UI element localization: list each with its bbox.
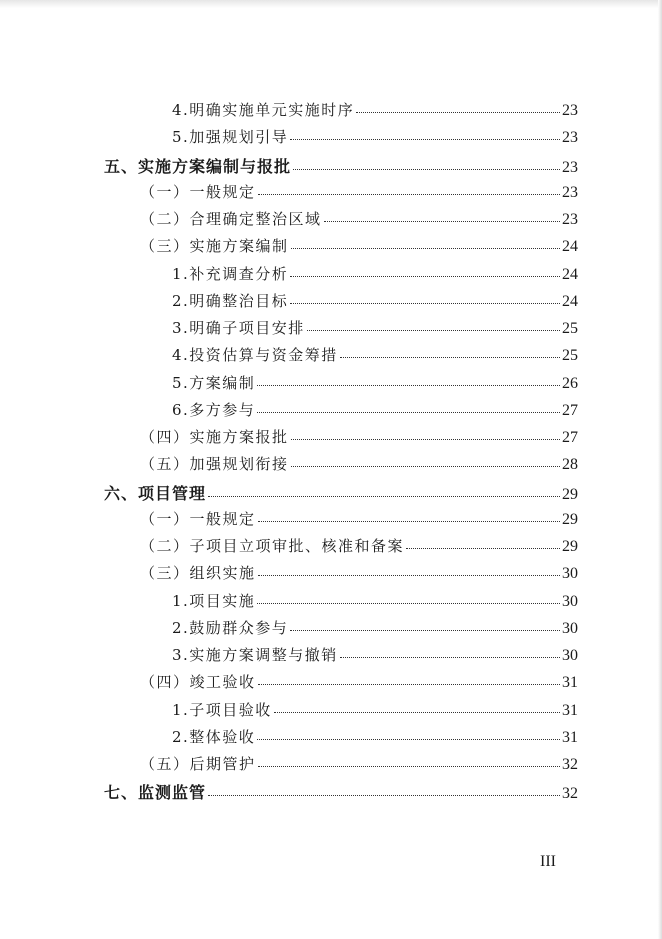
toc-entry-page-number: 29 [562, 510, 578, 528]
toc-entry-title: 2.鼓励群众参与 [172, 618, 289, 637]
toc-entry-page-number: 29 [562, 485, 578, 503]
toc-entry-title: （一）一般规定 [140, 509, 256, 528]
toc-entry[interactable] [104, 154, 578, 178]
toc-entry-page-number: 23 [562, 158, 578, 176]
toc-dot-leader [258, 683, 560, 685]
toc-entry-page-number: 27 [562, 401, 578, 419]
toc-entry-page-number: 30 [562, 592, 578, 610]
toc-entry-page-number: 25 [562, 320, 578, 337]
toc-entry-page-number: 30 [562, 619, 578, 637]
toc-dot-leader [291, 438, 560, 440]
toc-dot-leader [290, 275, 560, 277]
toc-dot-leader [340, 356, 560, 358]
toc-entry-title: 5.加强规划引导 [172, 128, 289, 147]
toc-dot-leader [293, 168, 560, 170]
toc-entry-page-number: 23 [562, 129, 578, 147]
toc-entry[interactable] [172, 126, 578, 150]
toc-entry-page-number: 29 [562, 538, 578, 555]
toc-entry-page-number: 24 [562, 265, 578, 283]
toc-entry[interactable] [140, 671, 578, 695]
toc-entry-page-number: 26 [562, 374, 578, 392]
toc-entry-page-number: 25 [562, 347, 578, 365]
toc-entry-page-number: 24 [562, 238, 578, 256]
toc-entry-title: （五）加强规划衔接 [140, 455, 289, 474]
toc-entry-page-number: 27 [562, 429, 578, 446]
toc-entry-title: 4.明确实施单元实施时序 [172, 101, 355, 119]
toc-dot-leader [257, 384, 560, 386]
toc-entry-page-number: 23 [562, 183, 578, 201]
toc-entry-title: （二）合理确定整治区域 [140, 210, 322, 228]
toc-entry[interactable] [172, 644, 578, 668]
toc-dot-leader [340, 656, 560, 658]
toc-entry-title: （四）实施方案报批 [140, 428, 289, 446]
toc-dot-leader [307, 329, 560, 331]
page-number: III [540, 853, 556, 870]
toc-entry-title: （一）一般规定 [140, 182, 256, 201]
toc-entry-title: （二）子项目立项审批、核准和备案 [140, 537, 405, 555]
toc-entry-title: 4.投资估算与资金筹措 [172, 346, 338, 365]
toc-entry-page-number: 28 [562, 456, 578, 474]
toc-dot-leader [406, 547, 560, 549]
toc-entry[interactable] [172, 263, 578, 287]
toc-dot-leader [258, 574, 560, 576]
toc-entry[interactable] [172, 344, 578, 368]
toc-entry[interactable] [172, 317, 578, 341]
toc-entry-page-number: 30 [562, 647, 578, 664]
toc-entry[interactable] [172, 726, 578, 750]
toc-entry-page-number: 31 [562, 701, 578, 719]
toc-entry[interactable] [140, 535, 578, 559]
toc-entry-page-number: 23 [562, 102, 578, 119]
toc-entry-title: 1.补充调查分析 [172, 264, 289, 283]
toc-entry-title: （三）实施方案编制 [140, 237, 289, 256]
toc-entry[interactable] [140, 453, 578, 477]
toc-entry[interactable] [172, 372, 578, 396]
toc-entry-title: 1.子项目验收 [172, 700, 272, 719]
toc-entry[interactable] [140, 562, 578, 586]
toc-entry[interactable] [140, 208, 578, 232]
toc-dot-leader [290, 138, 560, 140]
toc-entry[interactable] [172, 99, 578, 123]
toc-entry-title: 3.明确子项目安排 [172, 319, 305, 337]
toc-dot-leader [208, 495, 560, 497]
toc-entry[interactable] [104, 481, 578, 505]
toc-entry-page-number: 31 [562, 674, 578, 692]
toc-dot-leader [291, 465, 560, 467]
toc-dot-leader [324, 220, 560, 222]
toc-dot-leader [290, 302, 560, 304]
toc-dot-leader [274, 711, 560, 713]
toc-entry[interactable] [172, 399, 578, 423]
toc-entry[interactable] [140, 508, 578, 532]
toc-entry-title: 七、监测监管 [104, 783, 207, 803]
toc-dot-leader [258, 193, 560, 195]
toc-dot-leader [257, 738, 560, 740]
toc-entry[interactable] [172, 617, 578, 641]
toc-entry[interactable] [140, 426, 578, 450]
toc-dot-leader [290, 629, 560, 631]
toc-entry-title: 3.实施方案调整与撤销 [172, 646, 338, 664]
toc-dot-leader [257, 411, 560, 413]
toc-dot-leader [258, 520, 560, 522]
toc-entry[interactable] [172, 699, 578, 723]
toc-entry[interactable] [172, 290, 578, 314]
toc-entry-title: （三）组织实施 [140, 564, 256, 583]
toc-entry-title: 6.多方参与 [172, 400, 256, 419]
toc-entry-title: 五、实施方案编制与报批 [104, 156, 292, 176]
toc-entry[interactable] [172, 590, 578, 614]
toc-entry-page-number: 31 [562, 728, 578, 746]
toc-entry-page-number: 32 [562, 785, 578, 803]
toc-entry-page-number: 24 [562, 292, 578, 310]
toc-entry-title: （五）后期管护 [140, 755, 256, 773]
toc-entry-title: （四）竣工验收 [140, 673, 256, 692]
toc-entry-page-number: 32 [562, 756, 578, 773]
toc-dot-leader [356, 111, 560, 113]
toc-entry-page-number: 30 [562, 565, 578, 583]
toc-entry-title: 5.方案编制 [172, 373, 256, 392]
toc-entry-title: 六、项目管理 [104, 483, 207, 503]
toc-entry[interactable] [140, 181, 578, 205]
toc-dot-leader [291, 247, 560, 249]
toc-entry[interactable] [104, 780, 578, 804]
toc-entry[interactable] [140, 235, 578, 259]
toc-dot-leader [258, 765, 560, 767]
toc-dot-leader [257, 602, 560, 604]
toc-entry-page-number: 23 [562, 211, 578, 228]
toc-entry-title: 2.明确整治目标 [172, 291, 289, 310]
toc-dot-leader [208, 794, 560, 796]
toc-entry[interactable] [140, 753, 578, 777]
toc-entry-title: 1.项目实施 [172, 591, 256, 610]
toc-entry-title: 2.整体验收 [172, 727, 256, 746]
